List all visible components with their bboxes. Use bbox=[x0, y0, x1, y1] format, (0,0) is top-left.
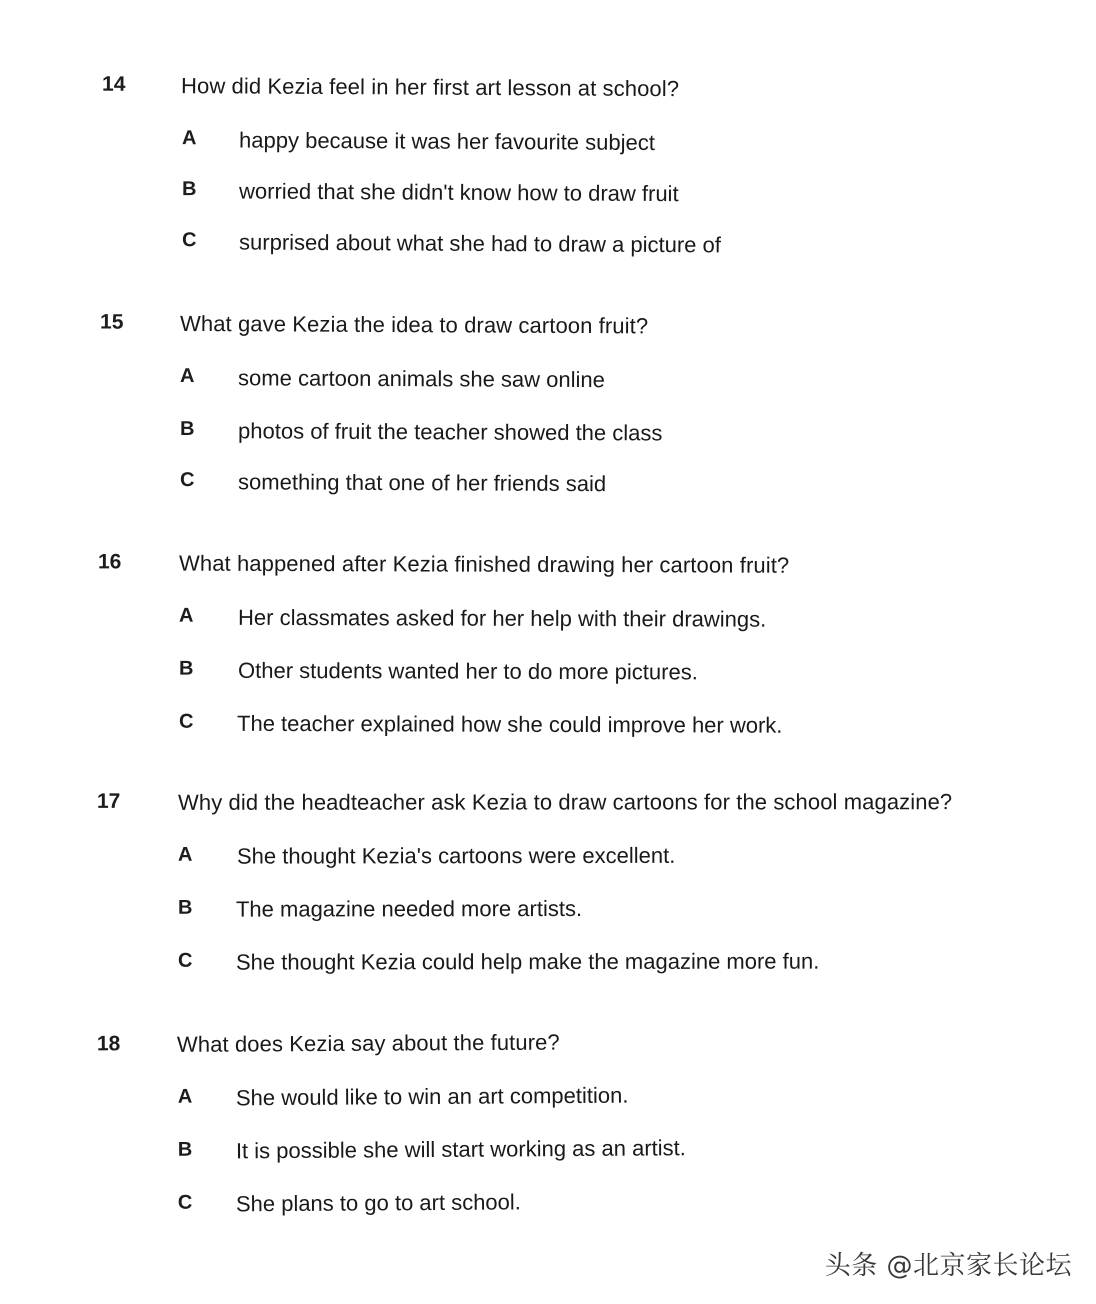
question-14 bbox=[0, 72, 1096, 271]
question-number: 18 bbox=[96, 1032, 121, 1056]
question-number: 14 bbox=[101, 72, 126, 96]
option-label: B bbox=[180, 417, 195, 441]
option-c bbox=[0, 710, 1096, 767]
option-text: happy because it was her favourite subject bbox=[239, 127, 655, 156]
option-label: C bbox=[179, 710, 194, 733]
option-label: A bbox=[177, 843, 193, 866]
question-text: Why did the headteacher ask Kezia to draw cartoons for the school magazine? bbox=[177, 789, 953, 815]
option-text: The teacher explained how she could improve her work. bbox=[237, 710, 783, 738]
option-label: B bbox=[179, 657, 194, 680]
option-label: B bbox=[177, 896, 193, 919]
option-label: A bbox=[179, 604, 194, 627]
option-b bbox=[0, 657, 1096, 714]
question-18 bbox=[0, 1029, 1096, 1232]
option-b bbox=[0, 1132, 1096, 1193]
option-c bbox=[0, 1185, 1096, 1246]
option-a bbox=[0, 1079, 1096, 1140]
question-text: What gave Kezia the idea to draw cartoon fruit? bbox=[179, 310, 649, 339]
option-label: B bbox=[182, 178, 197, 201]
option-label: A bbox=[180, 364, 195, 388]
option-label: B bbox=[177, 1138, 193, 1161]
option-b bbox=[0, 417, 1096, 476]
option-b bbox=[0, 177, 1096, 237]
option-text: She thought Kezia's cartoons were excellent. bbox=[236, 842, 676, 869]
option-label: C bbox=[182, 229, 197, 252]
option-c bbox=[0, 948, 1096, 1003]
option-label: A bbox=[177, 1085, 193, 1108]
option-label: C bbox=[177, 1191, 193, 1214]
question-number: 17 bbox=[96, 789, 121, 813]
question-number: 15 bbox=[99, 310, 124, 334]
question-16 bbox=[0, 550, 1096, 749]
option-text: Other students wanted her to do more pictures. bbox=[238, 657, 698, 685]
option-c bbox=[0, 228, 1096, 288]
option-label: C bbox=[180, 468, 195, 492]
question-17 bbox=[0, 790, 1096, 989]
option-text: The magazine needed more artists. bbox=[235, 895, 583, 922]
option-a bbox=[0, 364, 1096, 423]
question-text: What happened after Kezia finished drawing her cartoon fruit? bbox=[178, 550, 790, 578]
question-15 bbox=[0, 310, 1096, 509]
option-text: She thought Kezia could help make the magazine more fun. bbox=[235, 948, 820, 975]
option-text: something that one of her friends said bbox=[238, 469, 607, 497]
option-text: some cartoon animals she saw online bbox=[238, 365, 605, 393]
option-text: photos of fruit the teacher showed the class bbox=[238, 418, 663, 446]
option-text: worried that she didn't know how to draw fruit bbox=[239, 178, 679, 207]
option-b bbox=[0, 895, 1096, 950]
question-text: What does Kezia say about the future? bbox=[176, 1029, 560, 1057]
option-text: It is possible she will start working as an artist. bbox=[235, 1135, 686, 1164]
option-text: She would like to win an art competition. bbox=[235, 1082, 629, 1111]
option-label: C bbox=[177, 949, 193, 972]
option-a bbox=[0, 126, 1096, 186]
option-text: surprised about what she had to draw a picture of bbox=[239, 229, 721, 258]
option-text: She plans to go to art school. bbox=[235, 1189, 521, 1217]
option-c bbox=[0, 468, 1096, 527]
option-a bbox=[0, 842, 1096, 897]
option-text: Her classmates asked for her help with their drawings. bbox=[238, 604, 767, 632]
watermark: 头条 @北京家长论坛 bbox=[824, 1251, 1072, 1281]
option-a bbox=[0, 604, 1096, 661]
option-label: A bbox=[182, 127, 197, 150]
question-number: 16 bbox=[97, 550, 122, 574]
question-text: How did Kezia feel in her first art lesson at school? bbox=[180, 73, 680, 102]
